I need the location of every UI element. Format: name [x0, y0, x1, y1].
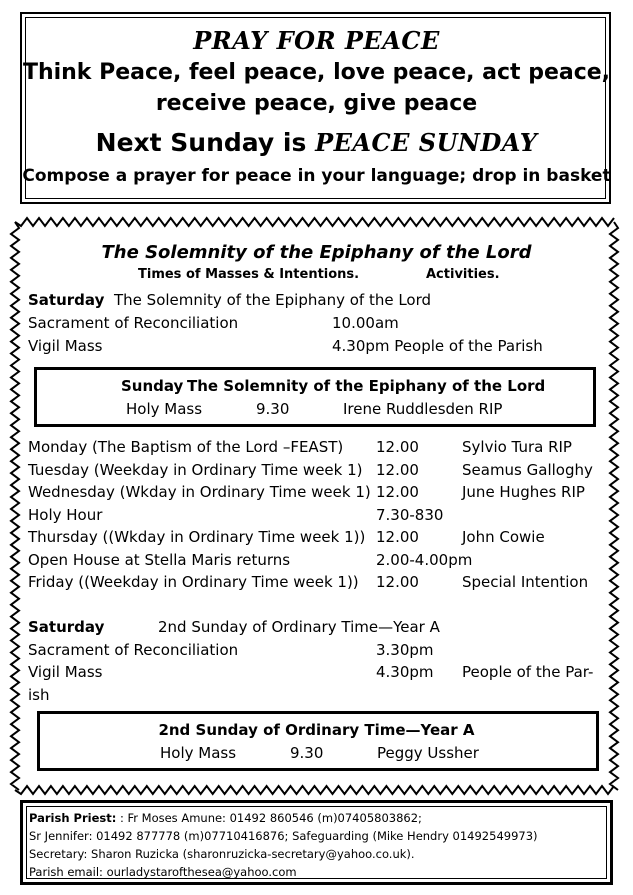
- weekday-time: 12.00: [376, 483, 419, 501]
- zigzag-edge: [15, 218, 614, 226]
- sunday2-title: 2nd Sunday of Ordinary Time—Year A: [158, 721, 475, 739]
- weekday-name: Tuesday (Weekday in Ordinary Time week 1): [28, 461, 363, 479]
- sunday-title: The Solemnity of the Epiphany of the Lord: [187, 377, 546, 395]
- compose-prayer-line: Compose a prayer for peace in your language; drop in basket: [22, 166, 611, 186]
- schedule-item-name: Vigil Mass: [28, 337, 103, 355]
- weekday-intention: Sylvio Tura RIP: [462, 438, 572, 456]
- saturday-label: Saturday: [28, 291, 105, 309]
- schedule-item-time: 3.30pm: [376, 641, 434, 659]
- sunday-label: Sunday: [121, 377, 184, 395]
- weekday-intention: Seamus Galloghy: [462, 461, 593, 479]
- weekday-name: Thursday ((Wkday in Ordinary Time week 1)): [28, 528, 366, 546]
- holy-mass-time: 9.30: [256, 400, 290, 418]
- schedule-item-time: 4.30pm: [376, 663, 434, 681]
- schedule-item-time: 10.00am: [332, 314, 399, 332]
- times-of-masses-heading: Times of Masses & Intentions.: [138, 267, 360, 282]
- weekday-name: Holy Hour: [28, 506, 103, 524]
- holy-mass-time: 9.30: [290, 744, 324, 762]
- holy-mass-intention: Irene Ruddlesden RIP: [343, 400, 503, 418]
- schedule-item-name: Sacrament of Reconciliation: [28, 314, 239, 332]
- weekday-name: Friday ((Weekday in Ordinary Time week 1)): [28, 573, 359, 591]
- peace-line-1: Think Peace, feel peace, love peace, act peace,: [22, 60, 611, 85]
- weekday-name: Wednesday (Wkday in Ordinary Time week 1): [28, 483, 371, 501]
- parish-email-line: Parish email: ourladystarofthesea@yahoo.com: [29, 865, 297, 879]
- schedule-item-name: Sacrament of Reconciliation: [28, 641, 239, 659]
- next-sunday-line: [0, 128, 633, 157]
- epiphany-title: The Solemnity of the Epiphany of the Lord: [101, 242, 532, 263]
- zigzag-edge: [15, 786, 614, 794]
- weekday-time: 12.00: [376, 438, 419, 456]
- activities-heading: Activities.: [426, 267, 500, 282]
- parish-priest-label: Parish Priest:: [29, 811, 117, 825]
- holy-mass-label: Holy Mass: [160, 744, 237, 762]
- weekday-time: 2.00-4.00pm: [376, 551, 473, 569]
- secretary-line: Secretary: Sharon Ruzicka (sharonruzicka-secretary@yahoo.co.uk).: [29, 847, 415, 861]
- weekday-time: 12.00: [376, 461, 419, 479]
- holy-mass-label: Holy Mass: [126, 400, 203, 418]
- contacts-line: Sr Jennifer: 01492 877778 (m)07710416876; Safeguarding (Mike Hendry 01492549973): [29, 829, 538, 843]
- schedule-item-time: 4.30pm People of the Parish: [332, 337, 543, 355]
- weekday-intention: John Cowie: [462, 528, 545, 546]
- weekday-time: 12.00: [376, 528, 419, 546]
- saturday2-title: 2nd Sunday of Ordinary Time—Year A: [158, 618, 440, 636]
- schedule-item-intention: People of the Par-: [462, 663, 594, 681]
- weekday-name: Open House at Stella Maris returns: [28, 551, 291, 569]
- next-sunday-prefix: Next Sunday is: [95, 128, 316, 157]
- peace-line-2: receive peace, give peace: [155, 91, 478, 116]
- holy-mass-intention: Peggy Ussher: [377, 744, 479, 762]
- peace-sunday-highlight: PEACE SUNDAY: [315, 128, 538, 157]
- parish-priest-text: : Fr Moses Amune: 01492 860546 (m)07405803862;: [116, 811, 422, 825]
- zigzag-edge: [11, 222, 19, 790]
- saturday2-label: Saturday: [28, 618, 105, 636]
- intention-wrap: ish: [28, 686, 50, 704]
- schedule-item-name: Vigil Mass: [28, 663, 103, 681]
- weekday-intention: Special Intention: [462, 573, 589, 591]
- zigzag-edge: [610, 222, 618, 790]
- pray-for-peace-title: PRAY FOR PEACE: [193, 26, 440, 55]
- weekday-name: Monday (The Baptism of the Lord –FEAST): [28, 438, 344, 456]
- saturday-title: The Solemnity of the Epiphany of the Lord: [114, 291, 432, 309]
- parish-priest-line: [29, 811, 422, 825]
- sunday-ordinary-box: [37, 711, 599, 771]
- weekday-intention: June Hughes RIP: [462, 483, 585, 501]
- weekday-time: 7.30-830: [376, 506, 444, 524]
- weekday-time: 12.00: [376, 573, 419, 591]
- sunday-epiphany-box: [34, 367, 596, 427]
